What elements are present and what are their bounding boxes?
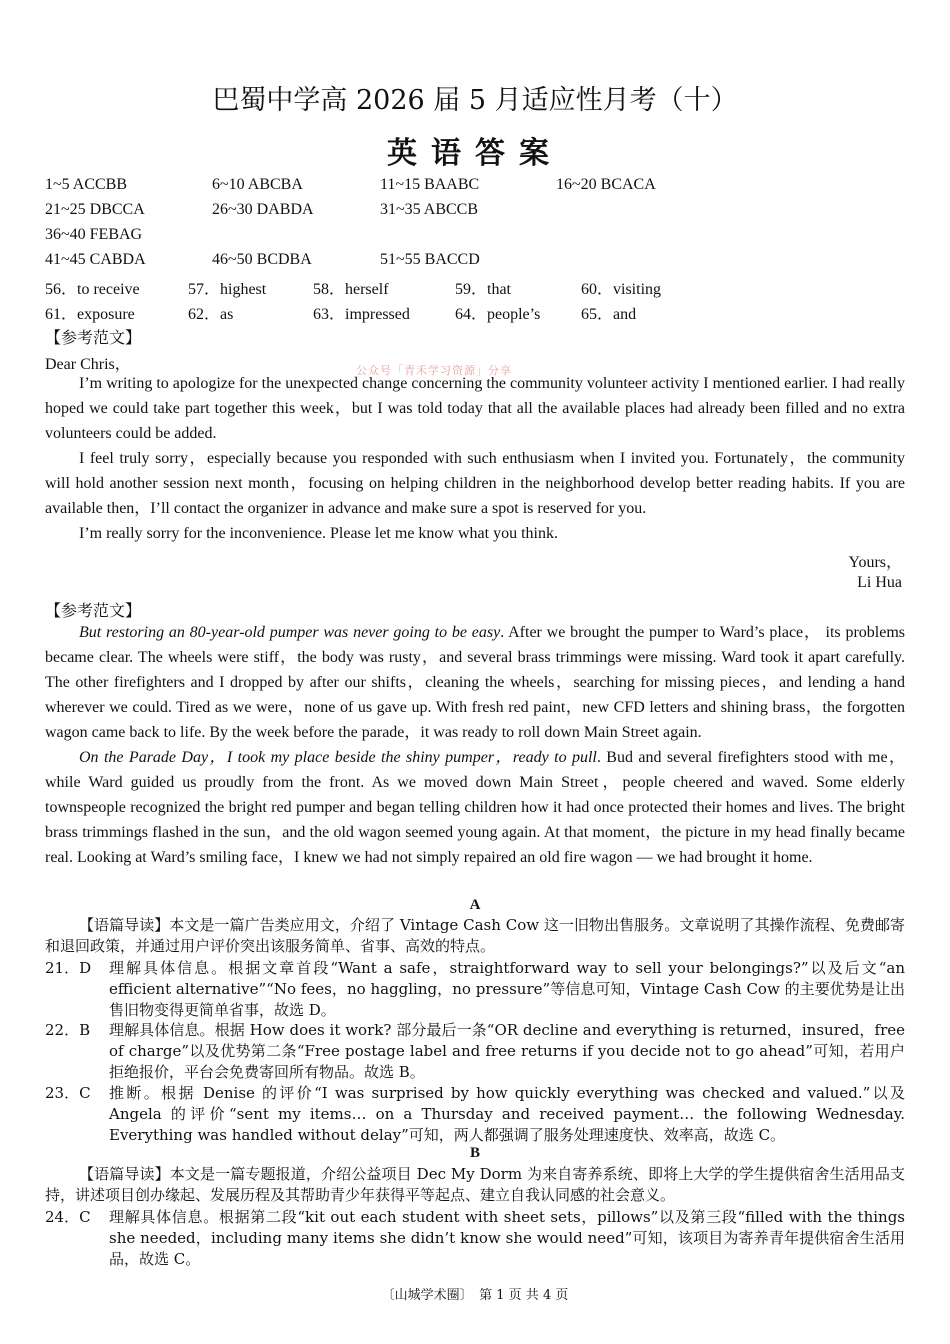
question-text: 理解具体信息。根据第二段“kit out each student with sheet sets，pillows”以及第三段“filled with the things she needed，including many items she didn’t know she would need”可知，该项目为寄养青年提供宿舍生活用品，故选 C。 [109,1208,905,1268]
essay-paragraph [45,621,905,746]
question-number: 23．C [45,1084,91,1102]
paragraph-text: . Bud and several firefighters stood with me，while Ward guided us proudly from the front. As we moved down Main Street，people cheered and waved. Some elderly townspeople recognized the bright red pumper and began telling children how it had once protected their homes and lives. The bright brass trimmings flashed in the sun，and the old wagon seemed young again. At that moment，the picture in my head finally became real. Looking at Ward’s smiling face，I knew we had not simply repaired an old fire wagon — we had brought it home. [45,749,905,866]
answer-item: 61．exposure [45,306,135,323]
question-explanation [45,1207,905,1270]
answer-item: 64．people’s [455,306,541,323]
question-explanation [45,1020,905,1083]
answer-item: 57．highest [188,281,267,298]
essay-paragraph [45,746,905,871]
answer-item: 41~45 CABDA [45,251,146,268]
answer-item: 63．impressed [313,306,410,323]
question-text: 理解具体信息。根据文章首段“Want a safe，straightforward way to sell your belongings?”以及后文“an efficient alternative”“No fees，no haggling，no pressure”等信息可知，Vintage Cash Cow 的主要优势是让出售旧物变得更简单省事，故选 D。 [109,959,905,1019]
letter-greeting: Dear Chris， [45,356,131,373]
paragraph-text: . After we brought the pumper to Ward’s place， its problems became clear. The wheels were stiff，the body was rusty，and several brass trimmings were missing. Ward took it apart carefully. The other firefighters and I dropped by after our shifts，cleaning the wheels，searching for missing pieces，and lending a hand wherever we could. Tired as we were，none of us gave up. With fresh red paint，new CFD letters and shining brass，the forgotten wagon came back to life. By the week before the parade，it was ready to roll down Main Street again. [45,624,905,741]
section-heading: 【参考范文】 [45,601,142,620]
answer-item: 31~35 ABCCB [380,201,479,218]
letter-closing: Yours， [848,554,902,571]
answer-item: 11~15 BAABC [380,176,480,193]
answer-item: 56．to receive [45,281,140,298]
section-heading: 【参考范文】 [45,328,142,347]
answer-item: 6~10 ABCBA [212,176,303,193]
page-subtitle: 英语答案 [387,136,563,171]
answer-item: 16~20 BCACA [556,176,656,193]
page-title: 巴蜀中学高 2026 届 5 月适应性月考（十） [212,85,738,116]
answer-item: 60．visiting [581,281,662,298]
answer-item: 58．herself [313,281,389,298]
answer-item: 59．that [455,281,511,298]
section-letter-a: A [469,897,481,913]
letter-signature: Li Hua [857,574,902,591]
essay-paragraph: I feel truly sorry，especially because you responded with such enthusiasm when I invited you. Fortunately，the community will hold another session next month，focusing on helping children in the neighborhood develop better reading habits. If you are available then，I’ll contact the organizer in advance and make sure a spot is reserved for you. [45,450,905,517]
paragraph-lead-italic: On the Parade Day，I took my place beside the shiny pumper，ready to pull [79,749,597,766]
page-footer: 〔山城学术圈〕 第 1 页 共 4 页 [381,1288,569,1303]
question-number: 24．C [45,1208,91,1226]
question-number: 21．D [45,959,92,977]
answer-item: 26~30 DABDA [212,201,314,218]
watermark: 公众号「青禾学习资源」分享 [356,364,512,377]
reading-intro: 【语篇导读】本文是一篇专题报道，介绍公益项目 Dec My Dorm 为来自寄养系统、即将上大学的学生提供宿舍生活用品支持，讲述项目创办缘起、发展历程及其帮助青少年获得平等起点、建立自我认同感的社会意义。 [45,1165,905,1204]
question-text: 理解具体信息。根据 How does it work? 部分最后一条“OR decline and everything is returned，insured，free of charge”以及优势第二条“Free postage label and free returns if you decide not to go ahead”可知，若用户拒绝报价，平台会免费寄回所有物品。故选 B。 [109,1021,905,1081]
answer-item: 62．as [188,306,234,323]
answer-item: 36~40 FEBAG [45,226,143,243]
question-explanation [45,1083,905,1146]
question-number: 22．B [45,1021,91,1039]
answer-item: 65．and [581,306,637,323]
essay-paragraph: I’m really sorry for the inconvenience. Please let me know what you think. [79,525,558,542]
section-letter-b: B [469,1145,480,1161]
answer-item: 46~50 BCDBA [212,251,312,268]
question-explanation [45,958,905,1021]
answer-item: 51~55 BACCD [380,251,480,268]
question-text: 推断。根据 Denise 的评价“I was surprised by how quickly everything was checked and valued.”以及 Angela 的评价“sent my items… on a Thursday and received payment… the following Wednesday. Everything was handled without delay”可知，两人都强调了服务处理速度快、效率高，故选 C。 [109,1084,905,1144]
answer-item: 21~25 DBCCA [45,201,145,218]
answer-item: 1~5 ACCBB [45,176,128,193]
paragraph-lead-italic: But restoring an 80-year-old pumper was never going to be easy [79,624,501,641]
reading-intro: 【语篇导读】本文是一篇广告类应用文，介绍了 Vintage Cash Cow 这一旧物出售服务。文章说明了其操作流程、免费邮寄和退回政策，并通过用户评价突出该服务简单、省事、高效的特点。 [45,916,905,955]
essay-paragraph: I’m writing to apologize for the unexpected change concerning the community volunteer activity I mentioned earlier. I had really hoped we could take part together this week，but I was told today that all the available places had already been filled and no extra volunteers could be added. [45,375,905,442]
